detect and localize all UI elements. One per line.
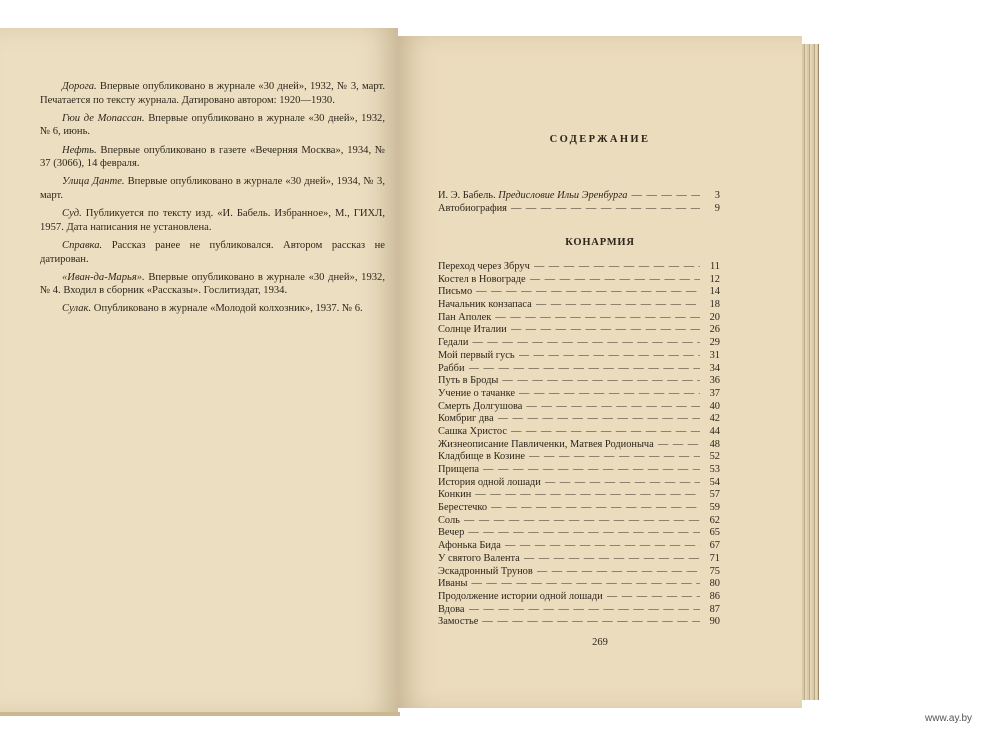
page-edges (802, 44, 819, 700)
leader-dashes (658, 439, 700, 450)
toc-row (438, 337, 720, 350)
toc-entry-title: Учение о тачанке (438, 387, 515, 399)
note: Нефть. Впервые опубликовано в газете «Вечерняя Москва», 1934, № 37 (3066), 14 февраля. (40, 144, 385, 170)
leader-dashes (519, 388, 700, 399)
toc-entry-title: Эскадронный Трунов (438, 565, 533, 577)
toc-row (438, 616, 720, 629)
toc-entry-page: 44 (709, 425, 720, 437)
toc-row (438, 489, 720, 502)
leader-dashes (469, 604, 700, 615)
note: «Иван-да-Марья». Впервые опубликовано в журнале «30 дней», 1932, № 4. Входил в сборник «Рассказы». Гослитиздат, 1934. (40, 271, 385, 297)
leader-dashes (534, 261, 700, 272)
toc-row (438, 527, 720, 540)
leader-dashes (469, 363, 700, 374)
toc-row (438, 515, 720, 528)
leader-dashes (498, 413, 700, 424)
toc-entry-page: 80 (709, 578, 720, 590)
toc-row (438, 604, 720, 617)
toc-row (438, 401, 720, 414)
toc-entry-page: 14 (709, 286, 720, 298)
toc-entry-page: 53 (709, 464, 720, 475)
leader-dashes (475, 489, 700, 500)
toc-entry-page: 20 (709, 311, 720, 323)
note: Улица Данте. Впервые опубликовано в журнале «30 дней», 1934, № 3, март. (40, 176, 385, 201)
toc-entry-title: Соль (438, 514, 460, 526)
toc-entry-title: Начальник конзапаса (438, 299, 532, 311)
toc-row (438, 190, 720, 203)
toc-entries (438, 261, 720, 629)
toc-row (438, 299, 720, 312)
toc-row (438, 413, 720, 426)
toc-entry-title: Конкин (438, 489, 472, 501)
leader-dashes (495, 312, 700, 323)
left-page (0, 28, 398, 714)
toc-entry-title: Берестечко (438, 502, 488, 514)
toc-row (438, 312, 720, 325)
leader-dashes (468, 527, 700, 538)
toc-entry-title: История одной лошади (438, 476, 541, 488)
toc-entry-page: 31 (709, 349, 720, 361)
toc-row (438, 261, 720, 274)
toc-row (438, 477, 720, 490)
toc-entry-title: Солнце Италии (438, 324, 507, 336)
note: Сулак. Опубликовано в журнале «Молодой колхозник», 1937. № 6. (62, 303, 363, 315)
toc-row (438, 350, 720, 363)
leader-dashes (545, 477, 700, 488)
leader-dashes (511, 203, 700, 214)
toc-entry-title: У святого Валента (438, 552, 520, 564)
toc-row (438, 451, 720, 464)
leader-dashes (464, 515, 700, 526)
toc-entry-title: Автобиография (438, 202, 507, 214)
toc-entry-page: 40 (709, 400, 720, 412)
toc-entry-page: 18 (709, 299, 720, 311)
toc-entry-title: Переход через Збруч (438, 261, 530, 272)
leader-dashes (526, 401, 700, 412)
leader-dashes (607, 591, 700, 602)
toc-row (438, 502, 720, 515)
toc-entry-title: Письмо (438, 286, 473, 298)
toc-row (438, 591, 720, 604)
toc-entry-title: Вдова (438, 603, 465, 615)
leader-dashes (483, 464, 700, 475)
toc-entry-title: Вечер (438, 527, 465, 539)
toc-entry-title: Иваны (438, 578, 468, 590)
toc-entry-title: Комбриг два (438, 413, 494, 425)
toc-row (438, 203, 720, 216)
leader-dashes (511, 324, 700, 335)
toc-entry-page: 26 (709, 324, 720, 336)
toc-row (438, 464, 720, 477)
toc-entry-title: И. Э. Бабель. Предисловие Ильи Эренбурга (438, 190, 628, 201)
toc-entry-page: 65 (709, 527, 720, 539)
section-title: КОНАРМИЯ (565, 237, 635, 248)
toc-row (438, 439, 720, 452)
toc-entry-title: Прищепа (438, 464, 480, 475)
toc-row (438, 566, 720, 579)
toc-row (438, 363, 720, 376)
toc-entry-title: Мой первый гусь (438, 349, 515, 361)
toc-entry-page: 11 (709, 261, 720, 272)
toc-row (438, 578, 720, 591)
toc-entry-page: 34 (709, 362, 720, 374)
leader-dashes (511, 426, 700, 437)
toc-entry-page: 67 (709, 540, 720, 552)
toc-entry-title: Гедали (438, 337, 469, 349)
toc-entry-title: Продолжение истории одной лошади (438, 590, 603, 602)
toc-entry-page: 86 (709, 590, 720, 602)
leader-dashes (472, 337, 700, 348)
toc-entry-title: Замостье (438, 616, 479, 628)
leader-dashes (491, 502, 700, 513)
toc-row (438, 324, 720, 337)
toc-entry-title: Костел в Новограде (438, 273, 526, 285)
toc-entry-title: Жизнеописание Павличенки, Матвея Родионыча (438, 438, 654, 450)
toc-entry-page: 48 (709, 438, 720, 450)
toc-entry-page: 9 (714, 202, 720, 214)
leader-dashes (530, 274, 700, 285)
toc-row (438, 286, 720, 299)
leader-dashes (471, 578, 700, 589)
leader-dashes (505, 540, 700, 551)
toc-entry-title: Рабби (438, 362, 465, 374)
page-bottom-edge (0, 712, 400, 716)
leader-dashes (482, 616, 700, 627)
note: Гюи де Мопассан. Впервые опубликовано в журнале «30 дней», 1932, № 6, июнь. (40, 112, 385, 138)
toc-entry-page: 54 (709, 476, 720, 488)
leader-dashes (537, 566, 700, 577)
toc-entry-page: 75 (709, 565, 720, 577)
toc-row (438, 375, 720, 388)
toc-entry-page: 87 (709, 603, 720, 615)
toc-entry-page: 42 (709, 413, 720, 425)
leader-dashes (476, 286, 700, 297)
leader-dashes (519, 350, 700, 361)
leader-dashes (536, 299, 700, 310)
notes-block (40, 80, 385, 321)
toc-entry-page: 71 (709, 552, 720, 564)
toc-entry-title: Смерть Долгушова (438, 400, 523, 412)
note: Суд. Публикуется по тексту изд. «И. Бабель. Избранное», М., ГИХЛ, 1957. Дата написания не установлена. (40, 208, 385, 233)
leader-dashes (502, 375, 700, 386)
note: Справка. Рассказ ранее не публиковался. Автором рассказ не датирован. (40, 239, 385, 265)
toc-entry-title: Кладбище в Козине (438, 451, 526, 463)
toc-row (438, 388, 720, 401)
toc-entry-page: 52 (709, 451, 720, 463)
toc-entry-page: 3 (714, 190, 720, 201)
toc-entry-page: 90 (709, 616, 720, 628)
toc-entry-title: Пан Аполек (438, 311, 492, 323)
toc-row (438, 553, 720, 566)
page-number: 269 (592, 637, 608, 648)
leader-dashes (524, 553, 700, 564)
watermark: www.ay.by (925, 713, 973, 724)
toc-entry-page: 37 (709, 387, 720, 399)
toc-entry-page: 59 (709, 502, 720, 514)
toc-entry-page: 29 (709, 337, 720, 349)
leader-dashes (529, 451, 700, 462)
toc-front-matter (438, 190, 720, 215)
toc-entry-title: Путь в Броды (438, 375, 499, 387)
toc-row (438, 274, 720, 287)
toc-entry-page: 62 (709, 514, 720, 526)
toc-entry-page: 12 (709, 273, 720, 285)
toc-heading: СОДЕРЖАНИЕ (549, 134, 651, 145)
toc-row (438, 426, 720, 439)
toc-entry-page: 57 (709, 489, 720, 501)
note: Дорога. Впервые опубликовано в журнале «30 дней», 1932, № 3, март. Печатается по тексту журнала. Датировано автором: 1920—1930. (40, 81, 385, 106)
toc-entry-title: Афонька Бида (438, 540, 501, 552)
toc-entry-page: 36 (709, 375, 720, 387)
leader-dashes (631, 190, 700, 201)
toc-entry-title: Сашка Христос (438, 425, 507, 437)
toc-row (438, 540, 720, 553)
